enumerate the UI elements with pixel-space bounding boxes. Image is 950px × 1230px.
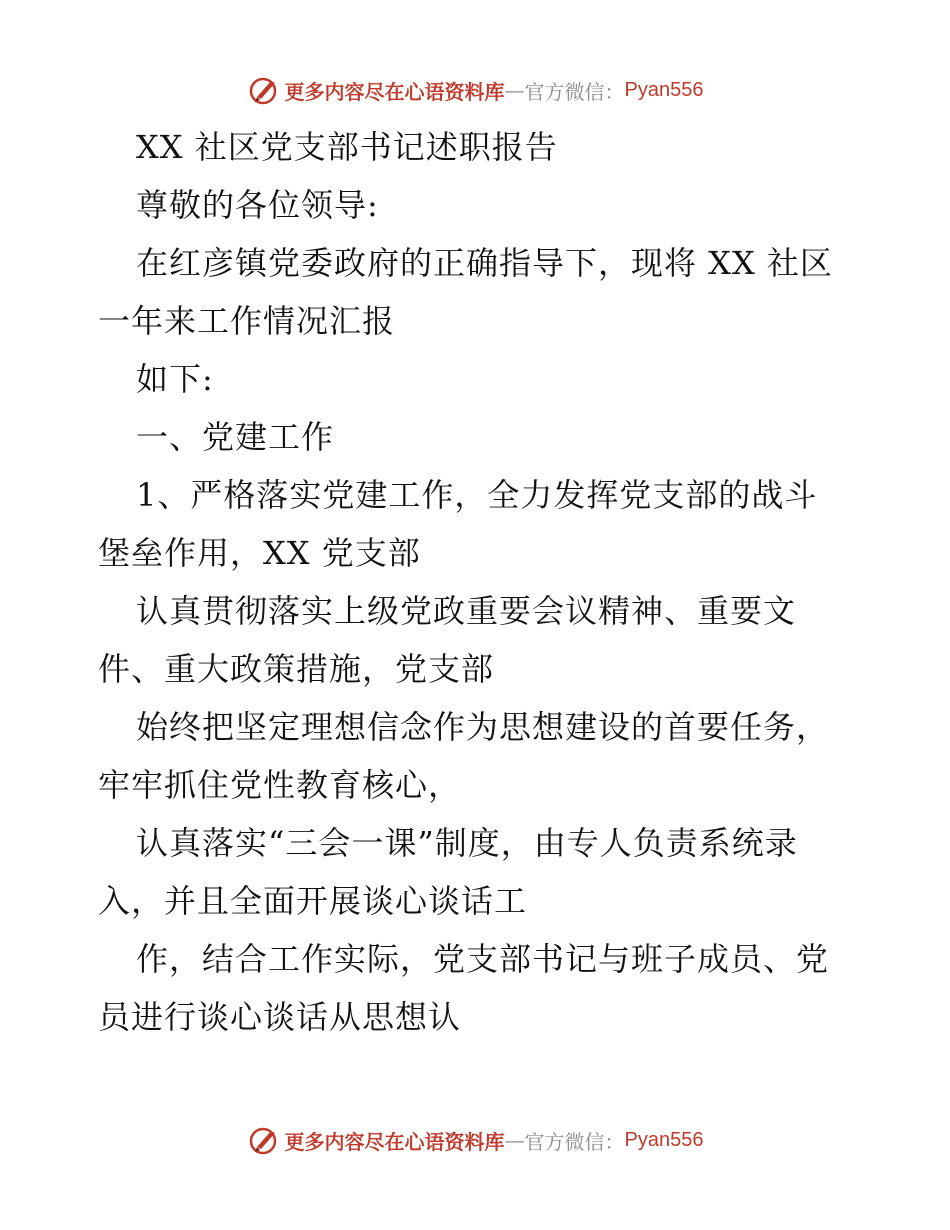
paragraph-line: 一年来工作情况汇报 (98, 302, 396, 340)
watermark-dash: — (504, 78, 525, 102)
watermark-main-text: 更多内容尽在心语资料库 (284, 79, 505, 104)
watermark-label: 官方微信： (524, 79, 625, 104)
paragraph-line: 员进行谈心谈话从思想认 (98, 998, 462, 1036)
watermark-handle: Pyan556 (624, 1128, 704, 1151)
paragraph-line: 在红彦镇党委政府的正确指导下，现将 XX 社区 (136, 244, 833, 282)
watermark-main-text: 更多内容尽在心语资料库 (284, 1129, 505, 1154)
paragraph-line: 始终把坚定理想信念作为思想建设的首要任务， (136, 708, 830, 746)
salutation: 尊敬的各位领导: (136, 186, 379, 224)
paragraph-line: 牢牢抓住党性教育核心， (98, 766, 462, 804)
quill-pen-logo-icon (247, 1123, 281, 1157)
watermark-handle: Pyan556 (624, 78, 704, 101)
paragraph-line: 件、重大政策措施，党支部 (98, 650, 495, 688)
quill-pen-logo-icon (247, 73, 281, 107)
section-heading: 一、党建工作 (136, 418, 335, 456)
paragraph-line: 认真落实“三会一课”制度，由专人负责系统录 (136, 824, 798, 862)
paragraph-line: 认真贯彻落实上级党政重要会议精神、重要文 (136, 592, 797, 630)
watermark-dash: — (504, 1128, 525, 1152)
header-watermark (0, 70, 950, 110)
footer-watermark (0, 1120, 950, 1160)
paragraph-line: 入，并且全面开展谈心谈话工 (98, 882, 528, 920)
document-body (98, 118, 858, 1046)
document-title: XX 社区党支部书记述职报告 (136, 128, 558, 166)
paragraph-line: 堡垒作用，XX 党支部 (98, 534, 421, 572)
paragraph-line: 1、严格落实党建工作，全力发挥党支部的战斗 (136, 476, 818, 514)
paragraph-line: 如下: (136, 360, 214, 398)
watermark-label: 官方微信： (524, 1129, 625, 1154)
paragraph-line: 作，结合工作实际，党支部书记与班子成员、党 (136, 940, 830, 978)
